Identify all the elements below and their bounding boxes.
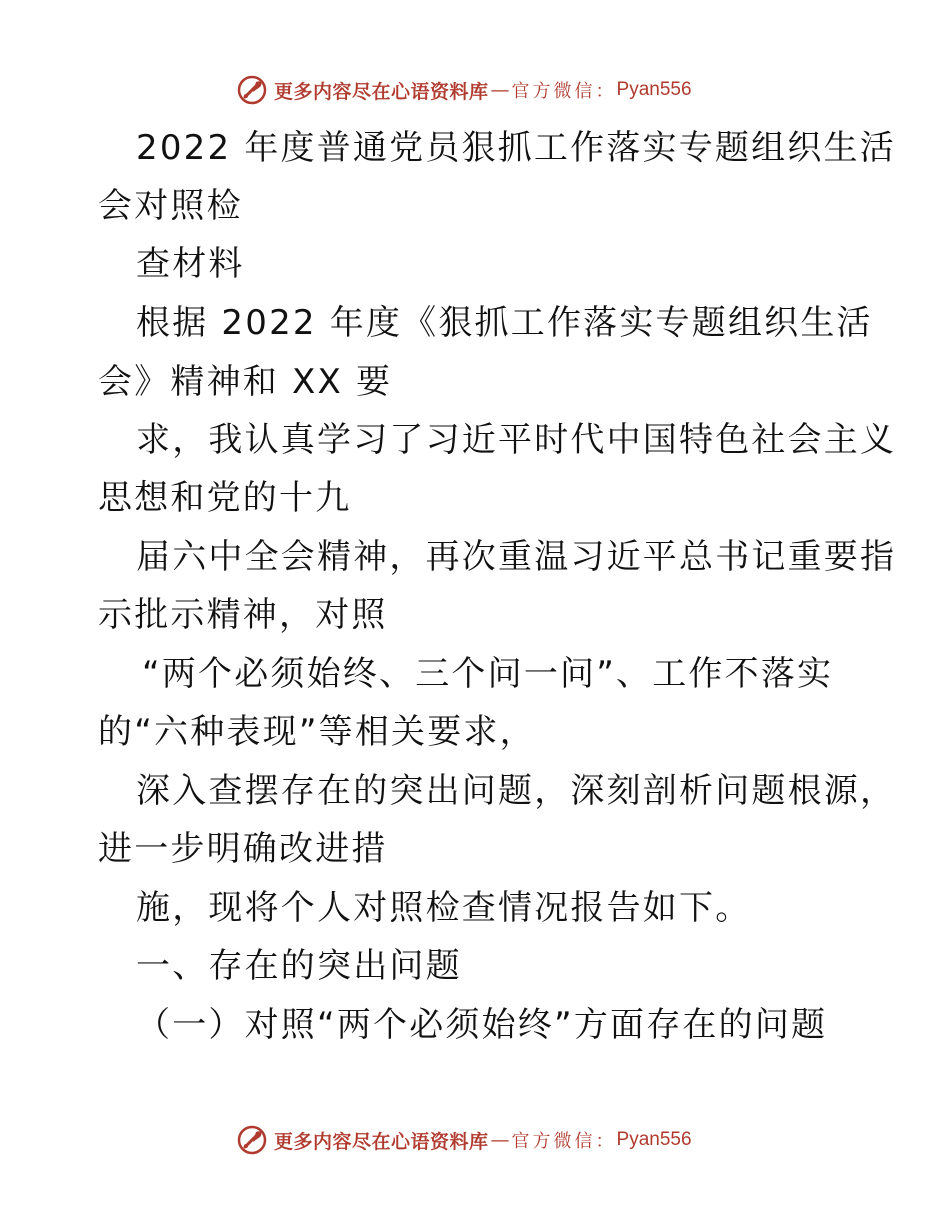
footer-watermark-dash: — <box>490 1129 510 1151</box>
body-line-5: 会》精神和 XX 要 <box>98 362 393 402</box>
footer-watermark-id: Pyan556 <box>616 1129 692 1150</box>
body-line-7: 思想和党的十九 <box>98 478 352 518</box>
body-line-8: 届六中全会精神，再次重温习近平总书记重要指 <box>136 537 897 577</box>
header-watermark-id: Pyan556 <box>616 79 692 100</box>
section-heading-1: 一、存在的突出问题 <box>136 946 462 986</box>
body-line-6: 求，我认真学习了习近平时代中国特色社会主义 <box>136 420 897 460</box>
header-watermark-dash: — <box>490 79 510 101</box>
header-watermark-text: 更多内容尽在心语资料库 <box>274 80 489 103</box>
subsection-heading-1: （一）对照“两个必须始终”方面存在的问题 <box>136 1005 828 1045</box>
quill-logo-icon <box>236 1124 268 1156</box>
body-line-2: 会对照检 <box>98 186 243 226</box>
body-line-13: 进一步明确改进措 <box>98 829 388 869</box>
body-line-1: 2022 年度普通党员狠抓工作落实专题组织生活 <box>136 128 896 168</box>
footer-watermark-label: 官方微信： <box>511 1131 617 1152</box>
body-line-10: “两个必须始终、三个问一问”、工作不落实 <box>142 654 834 694</box>
header-watermark <box>236 73 692 107</box>
body-line-11: 的“六种表现”等相关要求， <box>98 712 536 752</box>
body-line-14: 施，现将个人对照检查情况报告如下。 <box>136 888 752 928</box>
body-line-4: 根据 2022 年度《狠抓工作落实专题组织生活 <box>136 303 873 343</box>
quill-logo-icon <box>236 74 268 106</box>
footer-watermark <box>236 1123 692 1157</box>
header-watermark-label: 官方微信： <box>511 81 617 102</box>
footer-watermark-text: 更多内容尽在心语资料库 <box>274 1130 489 1153</box>
body-line-12: 深入查摆存在的突出问题，深刻剖析问题根源， <box>136 771 897 811</box>
body-line-3: 查材料 <box>136 244 245 284</box>
body-line-9: 示批示精神，对照 <box>98 595 388 635</box>
